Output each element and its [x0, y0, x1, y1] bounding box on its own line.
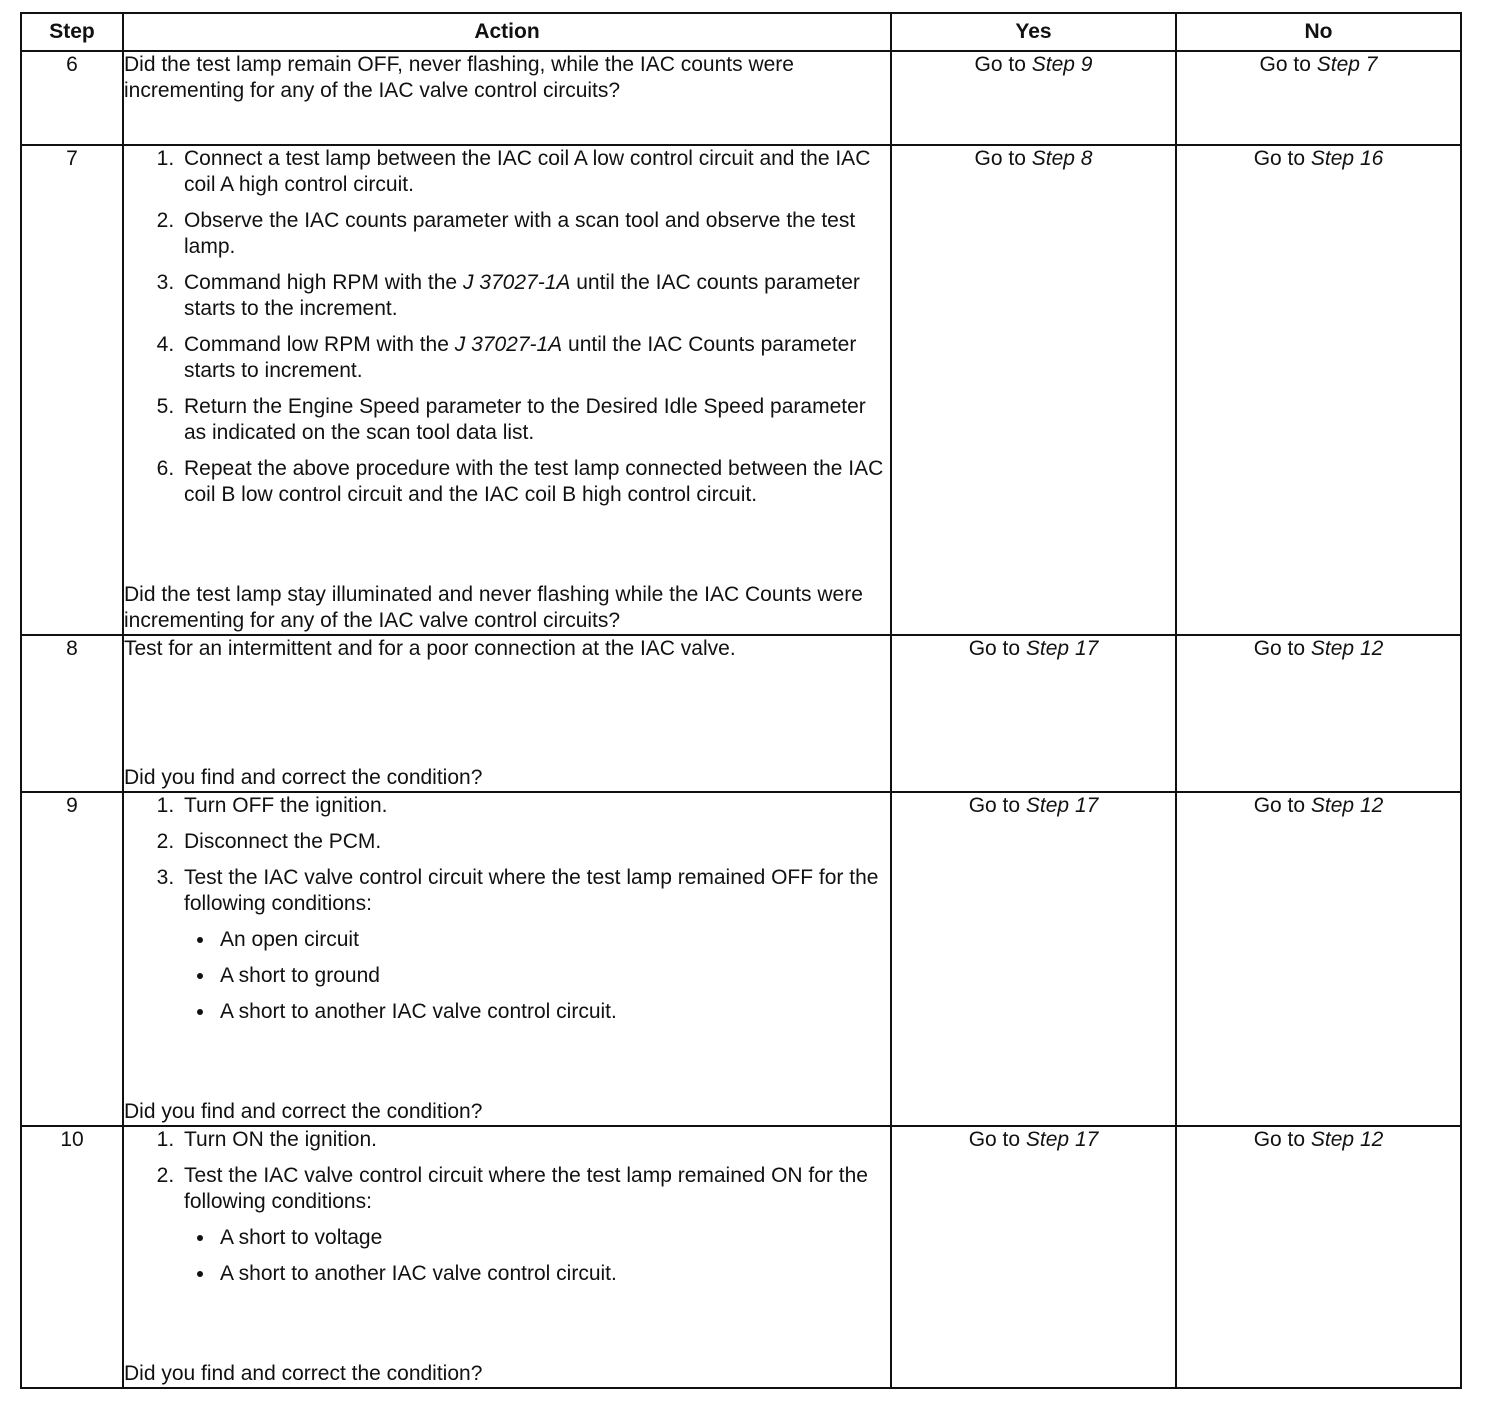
question-text: Did you find and correct the condition?	[124, 1362, 483, 1385]
header-action: Action	[123, 13, 891, 51]
item-text: Command low RPM with the	[184, 333, 449, 356]
bullet-item: • A short to another IAC valve control circuit.	[216, 999, 890, 1025]
table-row-step-8	[21, 635, 1461, 792]
yes-cell	[891, 792, 1176, 1126]
list-item	[180, 865, 890, 1025]
list-item: 5. Return the Engine Speed parameter to the Desired Idle Speed parameter as indicated on the scan tool data list.	[180, 394, 890, 446]
list-item: 1. Connect a test lamp between the IAC coil A low control circuit and the IAC coil A high control circuit.	[180, 146, 890, 198]
goto-prefix: Go to	[974, 147, 1026, 170]
step-number: 9	[21, 792, 123, 1126]
question-text: Did you find and correct the condition?	[124, 1100, 483, 1123]
procedure-list	[124, 1127, 890, 1297]
no-cell	[1176, 792, 1461, 1126]
diagnostic-table	[20, 12, 1462, 1389]
goto-step-link[interactable]: Step 17	[1025, 637, 1099, 660]
step-number: 6	[21, 51, 123, 145]
table-row-step-9	[21, 792, 1461, 1126]
list-item: 1. Turn OFF the ignition.	[180, 793, 890, 819]
procedure-list	[124, 793, 890, 1035]
goto-step-link[interactable]: Step 12	[1310, 637, 1384, 660]
item-text: Test the IAC valve control circuit where the test lamp remained ON for the following conditions:	[184, 1164, 868, 1213]
header-yes: Yes	[891, 13, 1176, 51]
goto-step-link[interactable]: Step 7	[1316, 53, 1378, 76]
no-cell	[1176, 145, 1461, 635]
bullet-item: • A short to another IAC valve control circuit.	[216, 1261, 890, 1287]
question-text: Did the test lamp stay illuminated and never flashing while the IAC Counts were incrementing for any of the IAC valve control circuits?	[124, 583, 863, 632]
list-item	[180, 1163, 890, 1287]
goto-step-link[interactable]: Step 17	[1025, 794, 1099, 817]
yes-cell	[891, 635, 1176, 792]
goto-step-link[interactable]: Step 8	[1031, 147, 1093, 170]
action-cell	[123, 792, 891, 1126]
goto-prefix: Go to	[1253, 794, 1306, 817]
goto-prefix: Go to	[968, 637, 1021, 660]
tool-number: J 37027-1A	[454, 333, 563, 356]
header-row	[21, 13, 1461, 51]
list-item	[180, 332, 890, 384]
list-item: 1. Turn ON the ignition.	[180, 1127, 890, 1153]
yes-cell	[891, 51, 1176, 145]
goto-prefix: Go to	[968, 1128, 1021, 1151]
list-item	[180, 270, 890, 322]
header-step: Step	[21, 13, 123, 51]
list-item: 6. Repeat the above procedure with the test lamp connected between the IAC coil B low control circuit and the IAC coil B high control circuit.	[180, 456, 890, 508]
goto-prefix: Go to	[1253, 147, 1306, 170]
bullet-item: • A short to ground	[216, 963, 890, 989]
action-cell	[123, 51, 891, 145]
step-number: 8	[21, 635, 123, 792]
goto-step-link[interactable]: Step 17	[1025, 1128, 1099, 1151]
table-row-step-7	[21, 145, 1461, 635]
no-cell	[1176, 635, 1461, 792]
action-cell	[123, 1126, 891, 1388]
procedure-list	[124, 146, 890, 518]
table-row-step-10	[21, 1126, 1461, 1388]
conditions-list	[184, 1225, 890, 1287]
goto-prefix: Go to	[1253, 637, 1306, 660]
goto-step-link[interactable]: Step 16	[1310, 147, 1384, 170]
goto-prefix: Go to	[1253, 1128, 1306, 1151]
goto-step-link[interactable]: Step 9	[1031, 53, 1093, 76]
action-cell	[123, 635, 891, 792]
question-text: Did you find and correct the condition?	[124, 766, 483, 789]
goto-step-link[interactable]: Step 12	[1310, 794, 1384, 817]
bullet-item: • A short to voltage	[216, 1225, 890, 1251]
step-number: 10	[21, 1126, 123, 1388]
action-cell	[123, 145, 891, 635]
yes-cell	[891, 145, 1176, 635]
instruction-text: Test for an intermittent and for a poor connection at the IAC valve.	[124, 637, 736, 660]
table-row-step-6	[21, 51, 1461, 145]
question-text: Did the test lamp remain OFF, never flashing, while the IAC counts were incrementing for any of the IAC valve control circuits?	[124, 53, 794, 102]
goto-prefix: Go to	[968, 794, 1021, 817]
tool-number: J 37027-1A	[462, 271, 571, 294]
no-cell	[1176, 51, 1461, 145]
goto-prefix: Go to	[1259, 53, 1311, 76]
bullet-item: • An open circuit	[216, 927, 890, 953]
item-text: Test the IAC valve control circuit where the test lamp remained OFF for the following conditions:	[184, 866, 879, 915]
item-text: until the IAC counts parameter starts to the increment.	[184, 271, 860, 320]
list-item: 2. Disconnect the PCM.	[180, 829, 890, 855]
item-text: until the IAC Counts parameter starts to increment.	[184, 333, 857, 382]
no-cell	[1176, 1126, 1461, 1388]
conditions-list	[184, 927, 890, 1025]
list-item: 2. Observe the IAC counts parameter with a scan tool and observe the test lamp.	[180, 208, 890, 260]
yes-cell	[891, 1126, 1176, 1388]
item-text: Command high RPM with the	[184, 271, 458, 294]
step-number: 7	[21, 145, 123, 635]
goto-step-link[interactable]: Step 12	[1310, 1128, 1384, 1151]
header-no: No	[1176, 13, 1461, 51]
goto-prefix: Go to	[974, 53, 1026, 76]
